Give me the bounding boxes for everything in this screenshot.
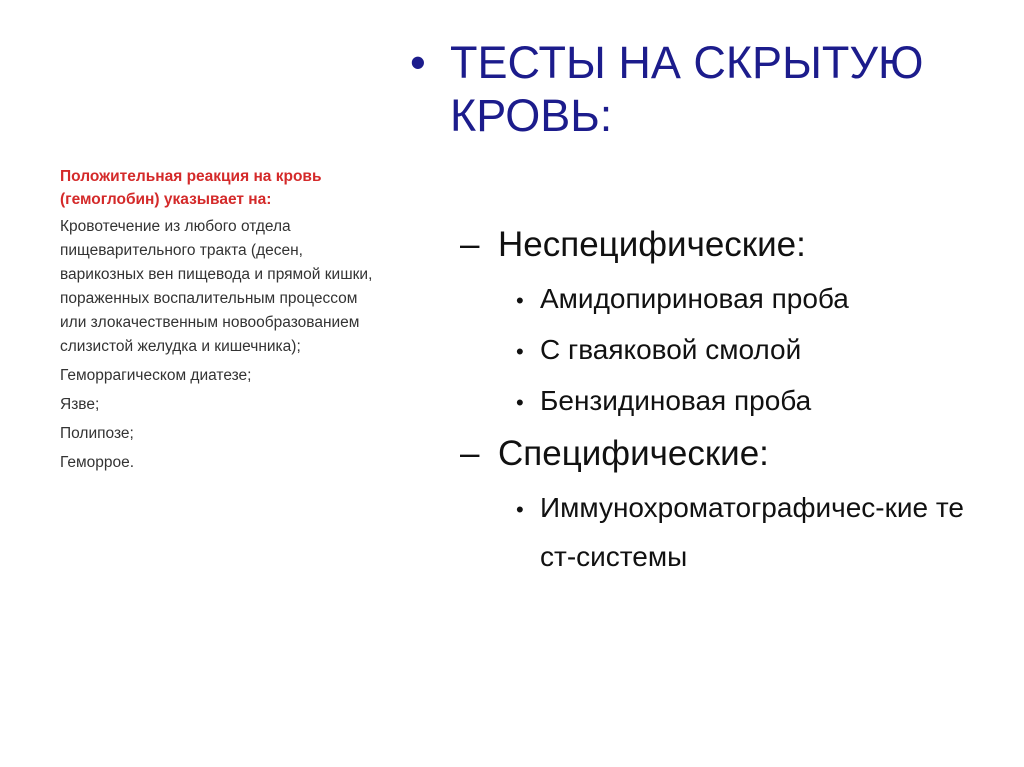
left-item: Геморрагическом диатезе; — [60, 367, 252, 384]
title-bullet: • — [410, 37, 426, 88]
slide-title — [410, 36, 1010, 142]
dash-marker: – — [460, 225, 480, 264]
category-label: Неспецифические: — [498, 225, 806, 264]
list-item-text: Амидопириновая проба — [540, 283, 849, 314]
list-item — [516, 325, 1000, 376]
left-item: Полипозе; — [60, 425, 134, 442]
list-item-text: С гваяковой смолой — [540, 334, 802, 365]
category-specific — [460, 429, 1000, 479]
left-item: Геморрое. — [60, 454, 135, 471]
nonspecific-list — [516, 274, 1000, 427]
list-item-text: Иммунохроматографичес-кие тест-системы — [540, 492, 964, 572]
list-item — [516, 274, 1000, 325]
bullet-icon: • — [516, 390, 524, 415]
list-item-text: Бензидиновая проба — [540, 385, 812, 416]
bullet-icon: • — [516, 288, 524, 313]
left-column — [60, 165, 380, 480]
list-item — [516, 376, 1000, 427]
right-column — [460, 220, 1000, 583]
list-item — [516, 483, 1000, 581]
dash-marker: – — [460, 434, 480, 473]
left-item: Кровотечение из любого отдела пищеварительного тракта (десен, варикозных вен пищевода и прямой кишки, пораженных воспалительным процессом или злокачественным новообразованием слизистой желудка и кишечника); — [60, 218, 373, 355]
category-nonspecific — [460, 220, 1000, 270]
left-item: Язве; — [60, 396, 100, 413]
title-line-2: КРОВЬ: — [450, 90, 613, 141]
specific-list — [516, 483, 1000, 581]
left-heading: Положительная реакция на кровь (гемоглобин) указывает на: — [60, 168, 322, 208]
category-label: Специфические: — [498, 434, 769, 473]
bullet-icon: • — [516, 497, 524, 522]
title-line-1: ТЕСТЫ НА СКРЫТУЮ — [450, 37, 924, 88]
bullet-icon: • — [516, 339, 524, 364]
